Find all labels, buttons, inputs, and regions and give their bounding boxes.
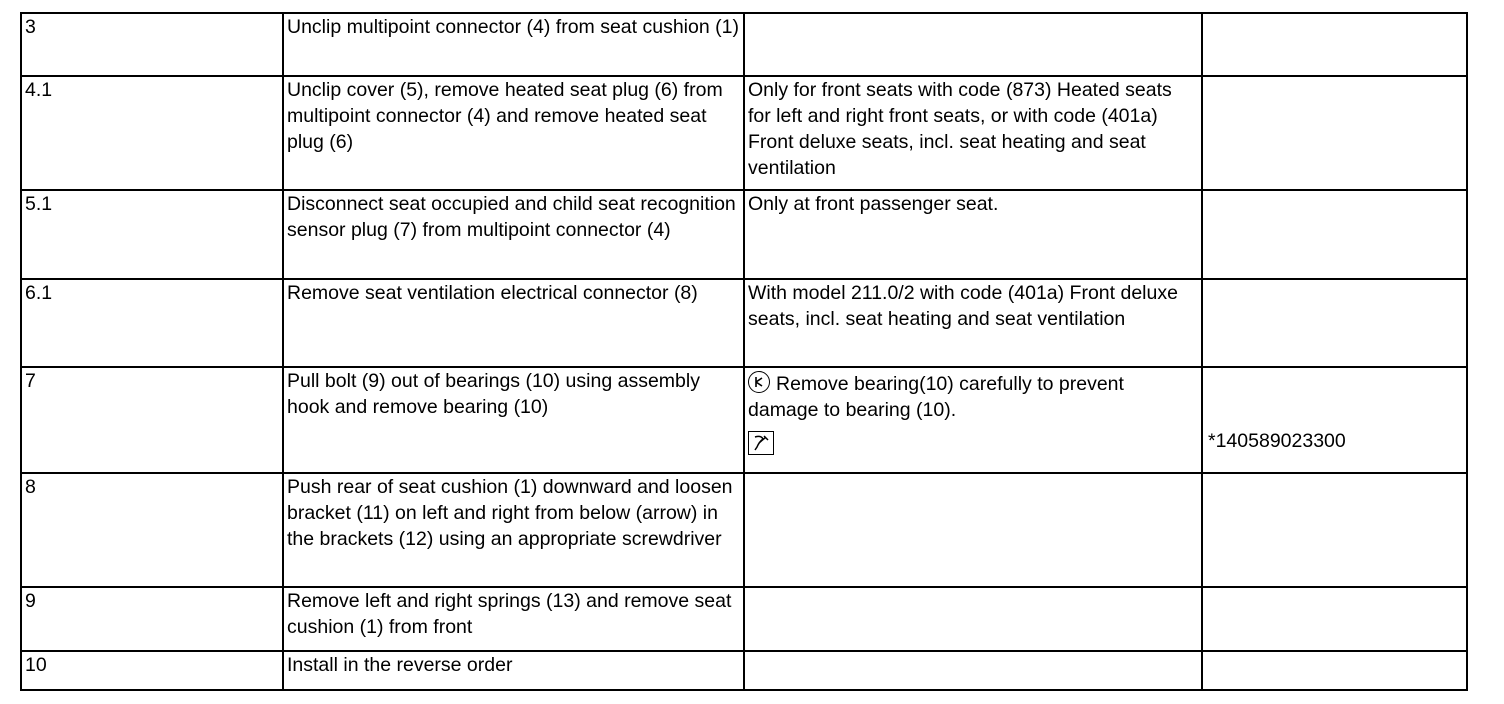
step-tool (1202, 76, 1467, 190)
table-row (21, 76, 1467, 190)
step-note-cell (744, 367, 1202, 473)
table-row (21, 587, 1467, 651)
step-tool (1202, 473, 1467, 587)
step-number: 7 (21, 367, 283, 473)
step-number: 5.1 (21, 190, 283, 279)
table-row (21, 651, 1467, 690)
table-row (21, 473, 1467, 587)
special-tool-icon (748, 431, 774, 455)
step-tool (1202, 651, 1467, 690)
step-note (744, 587, 1202, 651)
step-number: 3 (21, 13, 283, 76)
step-tool (1202, 279, 1467, 367)
step-action: Push rear of seat cushion (1) downward and loosen bracket (11) on left and right from below (arrow) in the brackets (12) using an appropriate screwdriver (283, 473, 744, 587)
step-number: 10 (21, 651, 283, 690)
step-tool (1202, 587, 1467, 651)
step-action: Install in the reverse order (283, 651, 744, 690)
step-note (744, 473, 1202, 587)
step-tool (1202, 13, 1467, 76)
caution-circle-icon (748, 371, 770, 393)
step-number: 4.1 (21, 76, 283, 190)
tool-part-number: *140589023300 (1208, 430, 1346, 452)
step-note: Remove bearing(10) carefully to prevent damage to bearing (10). (748, 373, 1124, 421)
step-action: Unclip cover (5), remove heated seat plug (6) from multipoint connector (4) and remove heated seat plug (6) (283, 76, 744, 190)
step-action: Pull bolt (9) out of bearings (10) using assembly hook and remove bearing (10) (283, 367, 744, 473)
step-number: 9 (21, 587, 283, 651)
procedure-table (20, 12, 1468, 691)
step-note: With model 211.0/2 with code (401a) Front deluxe seats, incl. seat heating and seat ventilation (744, 279, 1202, 367)
table-row (21, 279, 1467, 367)
step-number: 8 (21, 473, 283, 587)
step-tool-cell (1202, 367, 1467, 473)
step-action: Remove left and right springs (13) and remove seat cushion (1) from front (283, 587, 744, 651)
step-note: Only at front passenger seat. (744, 190, 1202, 279)
table-row (21, 13, 1467, 76)
step-note: Only for front seats with code (873) Heated seats for left and right front seats, or with code (401a) Front deluxe seats, incl. seat heating and seat ventilation (744, 76, 1202, 190)
step-tool (1202, 190, 1467, 279)
step-note (744, 651, 1202, 690)
step-action: Remove seat ventilation electrical connector (8) (283, 279, 744, 367)
table-row (21, 367, 1467, 473)
step-note (744, 13, 1202, 76)
step-action: Disconnect seat occupied and child seat recognition sensor plug (7) from multipoint connector (4) (283, 190, 744, 279)
step-action: Unclip multipoint connector (4) from seat cushion (1) (283, 13, 744, 76)
step-number: 6.1 (21, 279, 283, 367)
table-row (21, 190, 1467, 279)
